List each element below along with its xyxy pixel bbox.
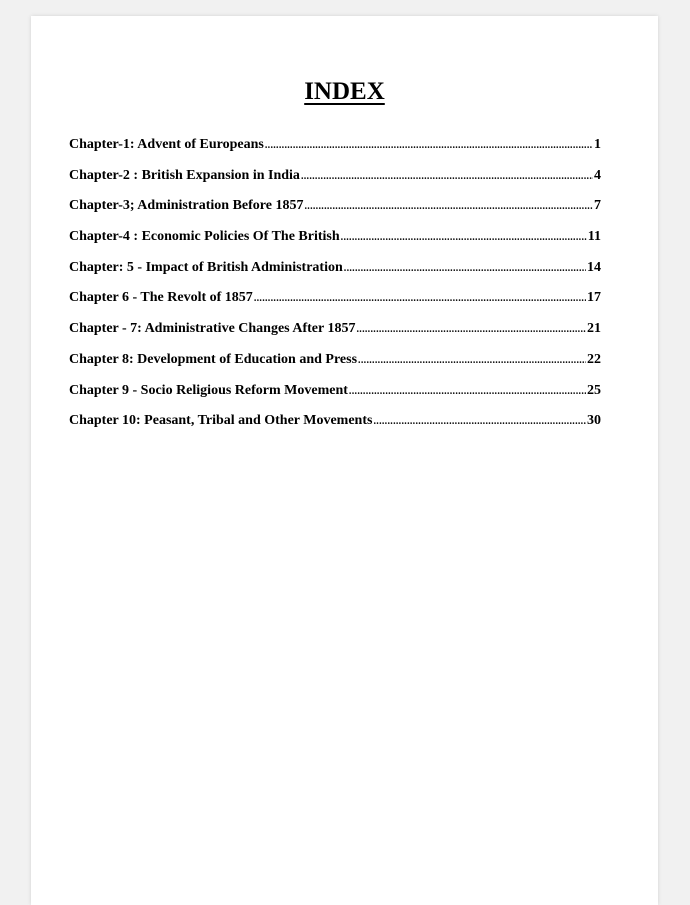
toc-dot-leader: [373, 413, 586, 429]
toc-entry-page: 22: [587, 351, 601, 367]
toc-dot-leader: [304, 198, 593, 214]
toc-dot-leader: [349, 383, 586, 399]
toc-dot-leader: [358, 352, 586, 368]
toc-entry-label: Chapter-2 : British Expansion in India: [69, 167, 300, 183]
toc-entry-label: Chapter-3; Administration Before 1857: [69, 198, 304, 214]
toc-entry-page: 4: [594, 167, 601, 183]
toc-entry: [69, 168, 601, 199]
toc-entry: [69, 198, 601, 229]
toc-entry: [69, 290, 601, 321]
toc-entry: [69, 321, 601, 352]
toc-entry-label: Chapter - 7: Administrative Changes After 1857: [69, 321, 356, 337]
table-of-contents: [69, 137, 601, 444]
toc-dot-leader: [341, 229, 587, 245]
toc-entry-page: 14: [587, 259, 601, 275]
toc-dot-leader: [254, 290, 586, 306]
toc-entry-page: 30: [587, 413, 601, 429]
toc-entry: [69, 413, 601, 444]
toc-entry-label: Chapter 10: Peasant, Tribal and Other Movements: [69, 413, 373, 429]
toc-entry: [69, 260, 601, 291]
toc-entry: [69, 352, 601, 383]
toc-dot-leader: [356, 321, 586, 337]
toc-entry-label: Chapter 9 - Socio Religious Reform Movement: [69, 382, 348, 398]
document-page: [31, 16, 658, 905]
toc-entry: [69, 383, 601, 414]
index-title: [31, 78, 658, 106]
toc-entry-page: 21: [587, 321, 601, 337]
toc-entry-page: 17: [587, 290, 601, 306]
index-title-text: INDEX: [304, 78, 385, 105]
toc-dot-leader: [344, 260, 586, 276]
toc-dot-leader: [301, 168, 593, 184]
toc-entry-label: Chapter-1: Advent of Europeans: [69, 137, 264, 152]
toc-entry-page: 11: [587, 229, 601, 245]
toc-entry-label: Chapter-4 : Economic Policies Of The British: [69, 229, 340, 245]
toc-entry-label: Chapter 6 - The Revolt of 1857: [69, 290, 253, 306]
toc-dot-leader: [265, 137, 593, 153]
toc-entry-page: 25: [587, 382, 601, 398]
toc-entry-page: 1: [594, 137, 601, 152]
toc-entry: [69, 137, 601, 168]
toc-entry-page: 7: [594, 198, 601, 214]
toc-entry-label: Chapter 8: Development of Education and Press: [69, 351, 358, 367]
toc-entry-label: Chapter: 5 - Impact of British Administration: [69, 259, 343, 275]
toc-entry: [69, 229, 601, 260]
